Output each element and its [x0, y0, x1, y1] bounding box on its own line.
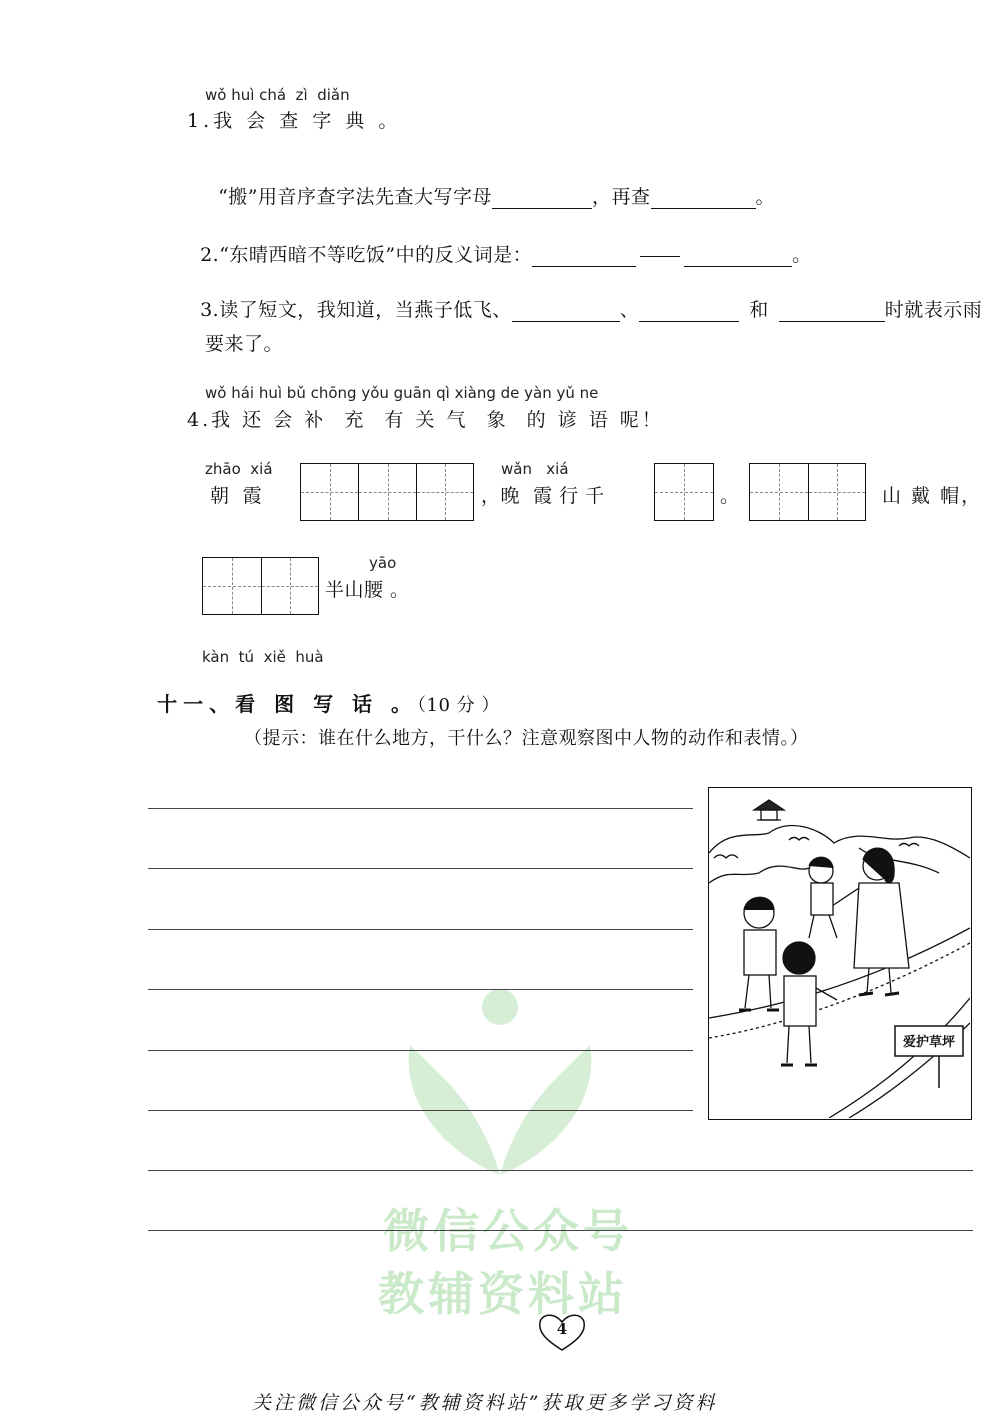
writing-line[interactable]	[148, 808, 693, 809]
pavilion-icon	[754, 800, 784, 820]
q4-banshan: 半山腰 。	[325, 579, 410, 601]
q3-blank-1[interactable]	[512, 299, 620, 322]
q1-prefix: “搬”用音序查字法先查大写字母	[218, 186, 493, 208]
q4-pinyin: wǒ hái huì bǔ chōng yǒu guān qì xiàng de yàn yǔ ne	[205, 384, 599, 402]
section11-title: 十一、看 图 写 话 。	[157, 692, 418, 716]
q4-wanxia: ，晚 霞 行 千	[481, 485, 605, 507]
q3-tail: 时就表示雨	[884, 299, 983, 321]
q4-shan: 山 戴 帽，	[882, 485, 983, 507]
q3-blank-2[interactable]	[639, 299, 739, 322]
q3-text: 3.读了短文，我知道，当燕子低飞、	[200, 299, 512, 321]
footer-note: 关注微信公众号“教辅资料站”获取更多学习资料	[252, 1392, 718, 1414]
tianzige-box-2[interactable]	[654, 463, 714, 521]
writing-line[interactable]	[148, 1050, 693, 1051]
q4-pinyin-wanxia: wǎn xiá	[501, 460, 569, 478]
q1-blank-1[interactable]	[492, 186, 592, 209]
q3-sep2: 和	[749, 299, 769, 321]
q1-middle: ，再查	[592, 186, 651, 208]
q1-pinyin: wǒ huì chá zì diǎn	[205, 86, 350, 104]
watermark-text-2: 教辅资料站	[378, 1267, 628, 1321]
q4-title: 4.我 还 会 补 充 有 关 气 象 的 谚 语 呢！	[187, 409, 664, 431]
q3-line-1	[187, 273, 982, 322]
tianzige-box-1[interactable]	[300, 463, 474, 521]
writing-line[interactable]	[148, 868, 693, 869]
q1-blank-2[interactable]	[651, 186, 756, 209]
tianzige-box-4[interactable]	[202, 557, 319, 615]
q1-title: 1.我 会 查 字 典 。	[187, 110, 402, 132]
watermark-text-1: 微信公众号	[383, 1204, 633, 1258]
writing-line[interactable]	[148, 929, 693, 930]
q2-line	[187, 218, 812, 267]
q1-end: 。	[755, 186, 776, 208]
writing-line[interactable]	[148, 1230, 973, 1231]
q3-line-2: 要来了。	[205, 333, 284, 355]
writing-line[interactable]	[148, 1170, 973, 1171]
watermark-logo	[380, 985, 620, 1189]
writing-line[interactable]	[148, 989, 693, 990]
tianzige-box-3[interactable]	[749, 463, 866, 521]
q2-dash	[640, 256, 680, 257]
section11-hint: （提示：谁在什么地方，干什么？注意观察图中人物的动作和表情。）	[244, 728, 809, 749]
q2-end: 。	[792, 244, 812, 266]
section11-score: （10 分 ）	[417, 695, 500, 716]
girl-figure	[829, 848, 909, 995]
q2-text: 2.“东晴西暗不等吃饭”中的反义词是：	[200, 244, 533, 266]
lawn-sign-text: 爱护草坪	[902, 1035, 956, 1050]
q2-blank-1[interactable]	[532, 244, 636, 267]
page-number-badge	[536, 1310, 588, 1354]
page-number: 4	[556, 1320, 568, 1338]
q4-pinyin-zhaoxia: zhāo xiá	[205, 460, 273, 478]
q3-blank-3[interactable]	[779, 299, 885, 322]
section11-heading	[147, 669, 500, 717]
small-child-figure	[809, 857, 837, 938]
q4-pinyin-yao: yāo	[369, 554, 397, 572]
q1-line	[205, 160, 775, 209]
writing-line[interactable]	[148, 1110, 693, 1111]
q3-sep1: 、	[619, 299, 640, 321]
q4-period: 。	[720, 485, 740, 507]
illustration-children-lawn	[708, 787, 972, 1120]
boy-back-figure	[781, 942, 837, 1065]
q4-zhaoxia: 朝 霞	[210, 485, 263, 507]
section11-pinyin: kàn tú xiě huà	[202, 648, 324, 666]
q2-blank-2[interactable]	[684, 244, 792, 267]
boy-left-figure	[739, 897, 779, 1010]
